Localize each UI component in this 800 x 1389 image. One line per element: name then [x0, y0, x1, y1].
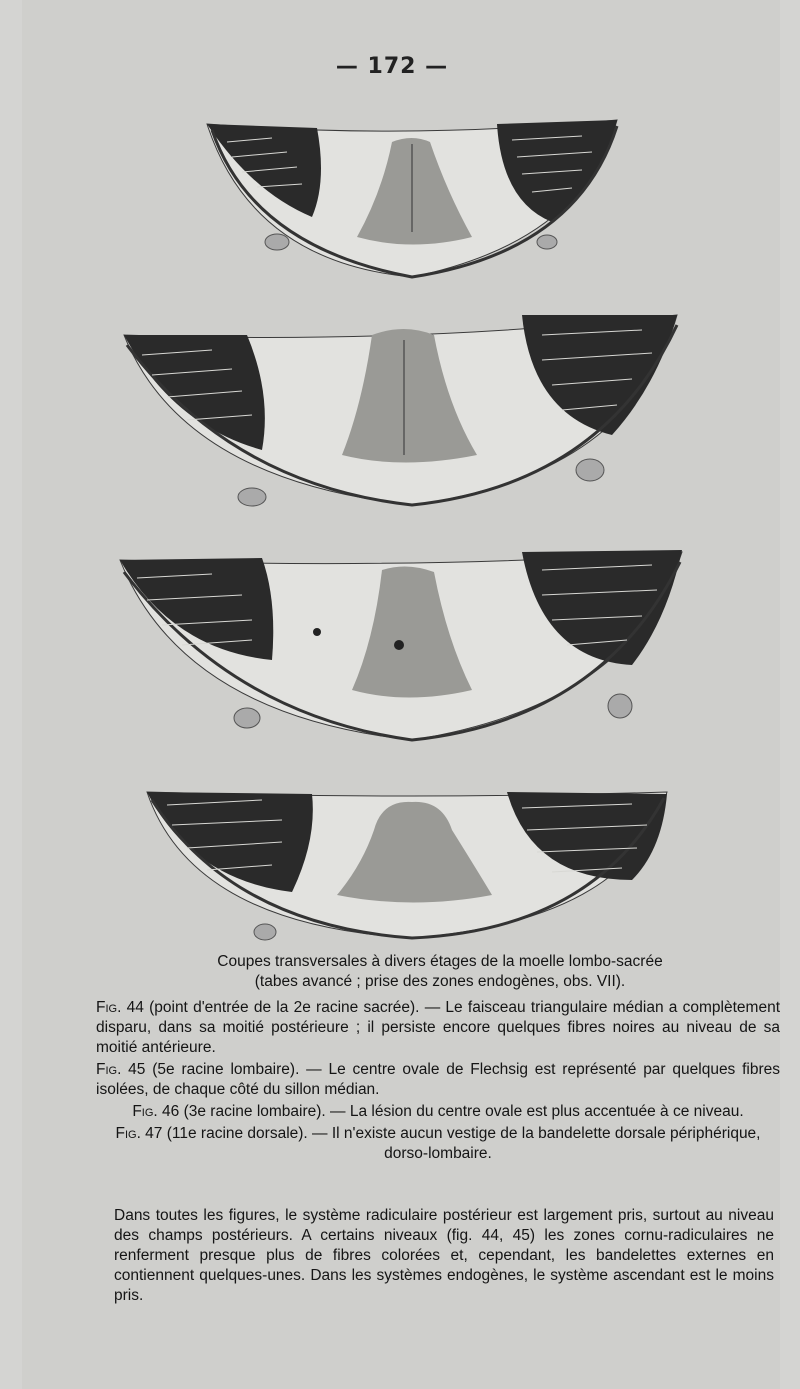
spinal-cord-section-1 [112, 112, 712, 287]
section-illustration-1 [112, 112, 712, 287]
legend-label: Fig. 45 [96, 1061, 146, 1078]
summary-text: Dans toutes les figures, le système radiculaire postérieur est largement pris, surtout au niveau des champs postérieurs. A certains niveaux (fig. 44, 45) les zones cornu-radiculaires ne renferment presque plus de fibres colorées et, cependant, les bandelettes externes en contiennent quelques-unes. Dans les systèmes endogènes, le système ascendant est le moins pris. [114, 1207, 774, 1304]
spinal-cord-section-2 [112, 305, 712, 520]
legend-item-fig-46 [96, 1102, 780, 1122]
caption-line-2: (tabes avancé ; prise des zones endogènes, obs. VII). [254, 973, 626, 990]
legend-item-fig-45 [96, 1060, 780, 1100]
figure-legend [96, 998, 780, 1166]
legend-label: Fig. 47 [115, 1125, 163, 1142]
legend-text: (3e racine lombaire). — La lésion du centre ovale est plus accentuée à ce niveau. [183, 1103, 744, 1120]
caption-line-1: Coupes transversales à divers étages de la moelle lombo-sacrée [217, 953, 663, 970]
legend-text: (point d'entrée de la 2e racine sacrée). — Le faisceau triangulaire médian a complètement disparu, dans sa moitié postérieure ; il persiste encore quelques fibres noires au niveau de sa moitié antérieure. [96, 999, 780, 1056]
book-page [22, 0, 780, 1389]
figure-caption [100, 952, 780, 992]
legend-text: (5e racine lombaire). — Le centre ovale de Flechsig est représenté par quelques fibres isolées, de chaque côté du sillon médian. [96, 1061, 781, 1098]
page-number: — 172 — [335, 54, 449, 79]
section-illustration-4 [112, 780, 712, 950]
section-illustration-2 [112, 305, 712, 520]
legend-label: Fig. 46 [132, 1103, 180, 1120]
spinal-cord-section-3 [112, 540, 712, 750]
legend-item-fig-47 [96, 1124, 780, 1164]
spinal-cord-section-4 [112, 780, 712, 950]
legend-item-fig-44 [96, 998, 780, 1058]
legend-text: (11e racine dorsale). — Il n'existe aucun vestige de la bandelette dorsale périphérique, dorso-lombaire. [166, 1125, 761, 1162]
legend-label: Fig. 44 [96, 999, 144, 1016]
summary-paragraph [114, 1206, 774, 1306]
section-illustration-3 [112, 540, 712, 750]
